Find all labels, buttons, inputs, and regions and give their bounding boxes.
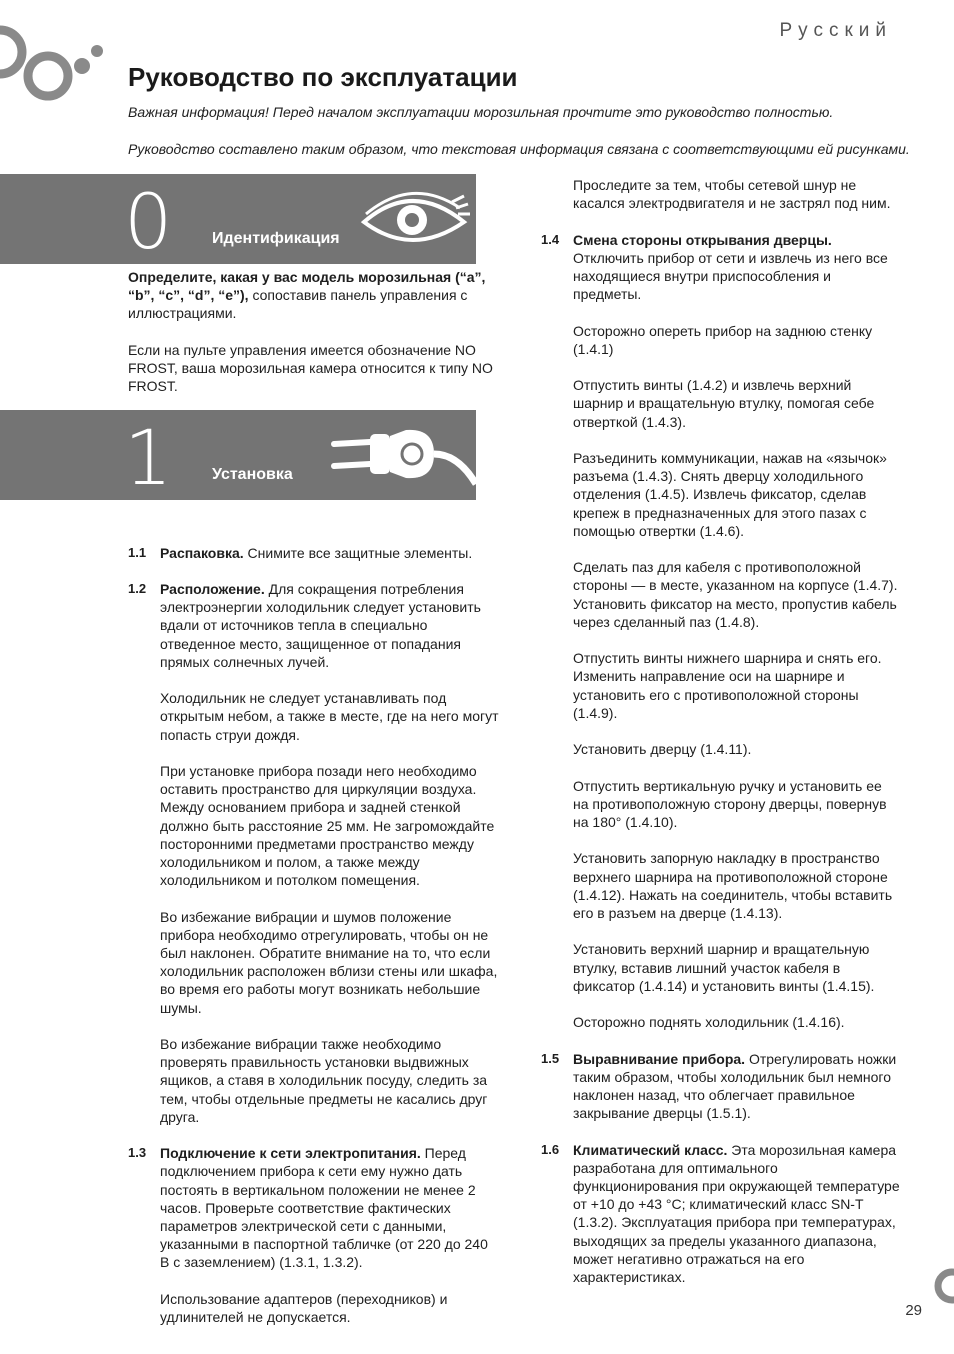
paragraph: Разъединить коммуникации, нажав на «язычок» разъема (1.4.3). Снять дверцу холодильного отделения (1.4.5). Извлечь фиксатор, сделав крепеж в предназначенных для этого пазах с помощью отвертки (1.4.6). — [573, 449, 887, 539]
decorative-ring-icon — [924, 1266, 954, 1306]
paragraph: Отпустить винты (1.4.2) и извлечь верхний шарнир и вращательную втулку, помогая себе отверткой (1.4.3). — [573, 377, 875, 430]
paragraph: Холодильник не следует устанавливать под открытым небом, а также в месте, где на него могут попасть струи дождя. — [160, 690, 499, 743]
paragraph: Отпустить вертикальную ручку и установить ее на противоположную сторону дверцы, повернув на 180° (1.4.10). — [573, 777, 887, 830]
paragraph: Проследите за тем, чтобы сетевой шнур не касался электродвигателя и не застрял под ним. — [573, 177, 891, 212]
install-item-1-5: 1.5 Выравнивание прибора. Отрегулировать ножки таким образом, чтобы холодильник был немного наклонен назад, что облегчает правильное закрывание дверцы (1.5.1). — [541, 1050, 897, 1122]
install-item-1-3: 1.3 Подключение к сети электропитания. Перед подключением прибора к сети ему нужно дать постоять в вертикальном положении не менее 2 часов. Проверьте соответствие фактических параметров электрической сети с данными, указанными в паспортной табличке (от 220 до 240 В с заземлением) (1.3.1, 1.3.2). — [128, 1145, 488, 1271]
eye-icon — [360, 186, 470, 252]
intro-important: Важная информация! Перед началом эксплуатации морозильная прочтите это руководство полностью. — [128, 104, 834, 120]
identification-paragraph: Определите, какая у вас модель морозильная (“a”, “b”, “c”, “d”, “e”), сопоставив панель управления с иллюстрациями. — [128, 269, 486, 322]
paragraph: Во избежание вибрации и шумов положение прибора необходимо отрегулировать, чтобы он не был наклонен. Обратите внимание на то, что если холодильник расположен вблизи стены или шкафа, во время его работы могут возникать небольшие шумы. — [160, 908, 498, 1016]
page-number: 29 — [905, 1302, 922, 1319]
intro-structure: Руководство составлено таким образом, что текстовая информация связана с соответствующими ей рисунками. — [128, 141, 910, 157]
paragraph: Установить верхний шарнир и вращательную втулку, вставив лишний участок кабеля в фиксатор (1.4.14) и установить винты (1.4.15). — [573, 941, 875, 994]
section-number: 0 — [124, 177, 173, 266]
language-label: Русский — [779, 20, 892, 41]
paragraph: Осторожно поднять холодильник (1.4.16). — [573, 1014, 845, 1031]
install-item-1-6: 1.6 Климатический класс. Эта морозильная камера разработана для оптимального функционирования при окружающей температуре от +10 до +43 °С; климатический класс SN-T (1.3.2). Эксплуатация прибора при температурах, выходящих за пределы указанного диапазона, может негативно отражаться на его характеристиках. — [541, 1141, 900, 1285]
section-number: 1 — [124, 413, 173, 502]
install-item-1-2: 1.2 Расположение. Для сокращения потребления электроэнергии холодильник следует установить вдали от источников тепла в специально отведенное место, защищенное от попадания прямых солнечных лучей. — [128, 580, 481, 670]
paragraph: Осторожно опереть прибор на заднюю стенку (1.4.1) — [573, 322, 873, 357]
paragraph: Сделать паз для кабеля с противоположной стороны — в месте, указанном на корпусе (1.4.7). Установить фиксатор на место, пропустив кабель через сделанный паз (1.4.8). — [573, 559, 898, 630]
paragraph: Установить дверцу (1.4.11). — [573, 741, 752, 758]
section-identification-header — [0, 174, 476, 264]
paragraph: При установке прибора позади него необходимо оставить пространство для циркуляции воздуха. Между основанием прибора и задней стенкой должно быть расстояние 25 мм. Не загромождайте посторонними предметами пространство между холодильником и полом, а также между холодильником и потолком помещения. — [160, 762, 495, 889]
paragraph: Установить запорную накладку в пространство верхнего шарнира на противоположной стороне (1.4.12). Нажать на соединитель, чтобы вставить его в разъем на дверце (1.4.13). — [573, 850, 893, 921]
paragraph: Отпустить винты нижнего шарнира и снять его. Изменить направление оси на шарнире и установить его с противоположной стороны (1.4.9). — [573, 650, 882, 721]
paragraph: Во избежание вибрации также необходимо проверять правильность установки выдвижных ящиков, а ставя в холодильник посуду, следить за тем, чтобы отдельные предметы не касались друг друга. — [160, 1036, 488, 1125]
install-item-1-4: 1.4 Смена стороны открывания дверцы. Отключить прибор от сети и извлечь из него все находящиеся внутри приспособления и предметы. — [541, 231, 888, 303]
section-label: Установка — [212, 466, 293, 483]
nofrost-paragraph: Если на пульте управления имеется обозначение NO FROST, ваша морозильная камера относится к типу NO FROST. — [128, 341, 493, 395]
page-title: Руководство по эксплуатации — [128, 62, 518, 92]
left-column — [128, 268, 500, 1344]
right-column — [541, 176, 901, 1304]
brand-logo-icon — [0, 18, 110, 106]
paragraph: Использование адаптеров (переходников) и удлинителей не допускается. — [160, 1290, 448, 1326]
section-label: Идентификация — [212, 230, 340, 247]
install-item-1-1: 1.1 Распаковка. Снимите все защитные элементы. — [128, 544, 473, 561]
